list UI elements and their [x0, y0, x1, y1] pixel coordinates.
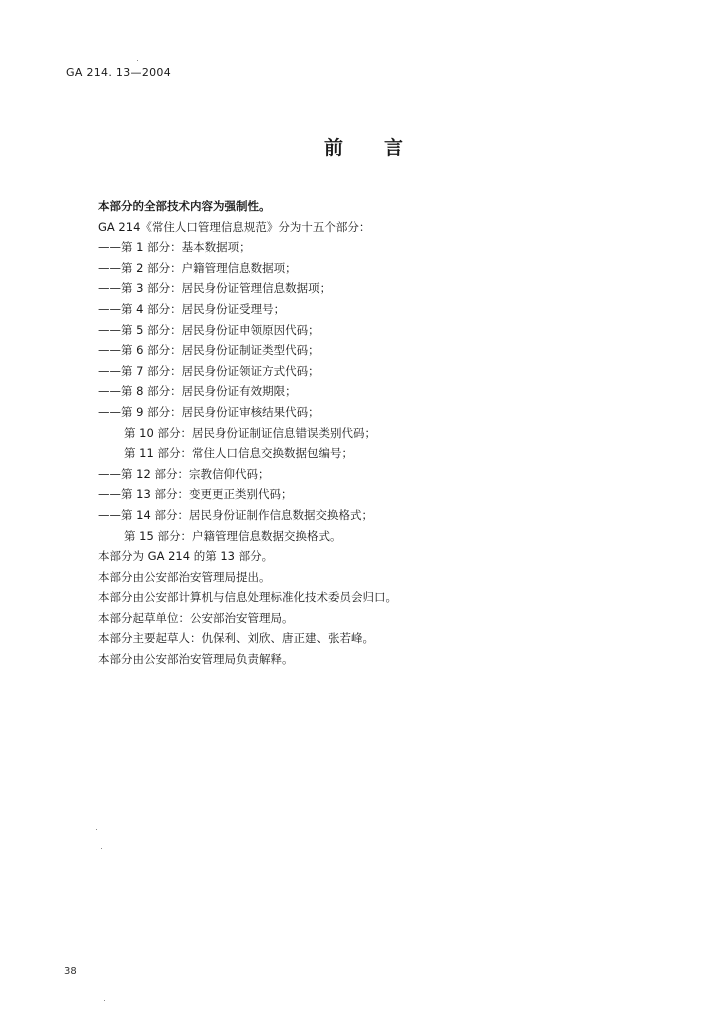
part-item: ——第 12 部分：宗教信仰代码； [98, 466, 270, 481]
part-item: ——第 9 部分：居民身份证审核结果代码； [98, 404, 320, 419]
part-item: ——第 3 部分：居民身份证管理信息数据项； [98, 281, 332, 296]
part-item: ——第 14 部分：居民身份证制作信息数据交换格式； [98, 507, 373, 522]
part-item: ——第 6 部分：居民身份证制证类型代码； [98, 343, 320, 358]
closing-line: 本部分由公安部治安管理局负责解释。 [98, 652, 294, 667]
part-item: ——第 7 部分：居民身份证领证方式代码； [98, 363, 320, 378]
part-item: ——第 13 部分：变更更正类别代码； [98, 487, 293, 502]
scan-speck [96, 829, 97, 830]
part-item: ——第 5 部分：居民身份证申领原因代码； [98, 322, 320, 337]
part-item: ——第 4 部分：居民身份证受理号； [98, 301, 286, 316]
closing-line: 本部分由公安部计算机与信息处理标准化技术委员会归口。 [98, 590, 397, 605]
standard-code: GA 214. 13—2004 [66, 66, 172, 79]
closing-line: 本部分由公安部治安管理局提出。 [98, 569, 271, 584]
part-item: 第 10 部分：居民身份证制证信息错误类别代码； [124, 425, 376, 440]
closing-line: 本部分起草单位：公安部治安管理局。 [98, 610, 294, 625]
intro-line: GA 214《常住人口管理信息规范》分为十五个部分： [98, 219, 371, 234]
intro-bold-line: 本部分的全部技术内容为强制性。 [98, 199, 271, 213]
closing-line: 本部分为 GA 214 的第 13 部分。 [98, 549, 274, 564]
part-item: ——第 8 部分：居民身份证有效期限； [98, 384, 297, 399]
scan-speck [101, 848, 102, 849]
part-item: 第 11 部分：常住人口信息交换数据包编号； [124, 446, 353, 461]
scan-speck [137, 60, 138, 61]
part-item: 第 15 部分：户籍管理信息数据交换格式。 [124, 528, 342, 543]
title-char-2: 言 [384, 137, 404, 159]
title-char-1: 前 [324, 137, 344, 159]
part-item: ——第 1 部分：基本数据项； [98, 240, 251, 255]
page-number: 38 [64, 966, 77, 977]
part-item: ——第 2 部分：户籍管理信息数据项； [98, 260, 297, 275]
scan-speck [104, 1000, 105, 1001]
closing-line: 本部分主要起草人：仇保利、刘欣、唐正建、张若峰。 [98, 631, 374, 646]
body-text [98, 196, 658, 670]
